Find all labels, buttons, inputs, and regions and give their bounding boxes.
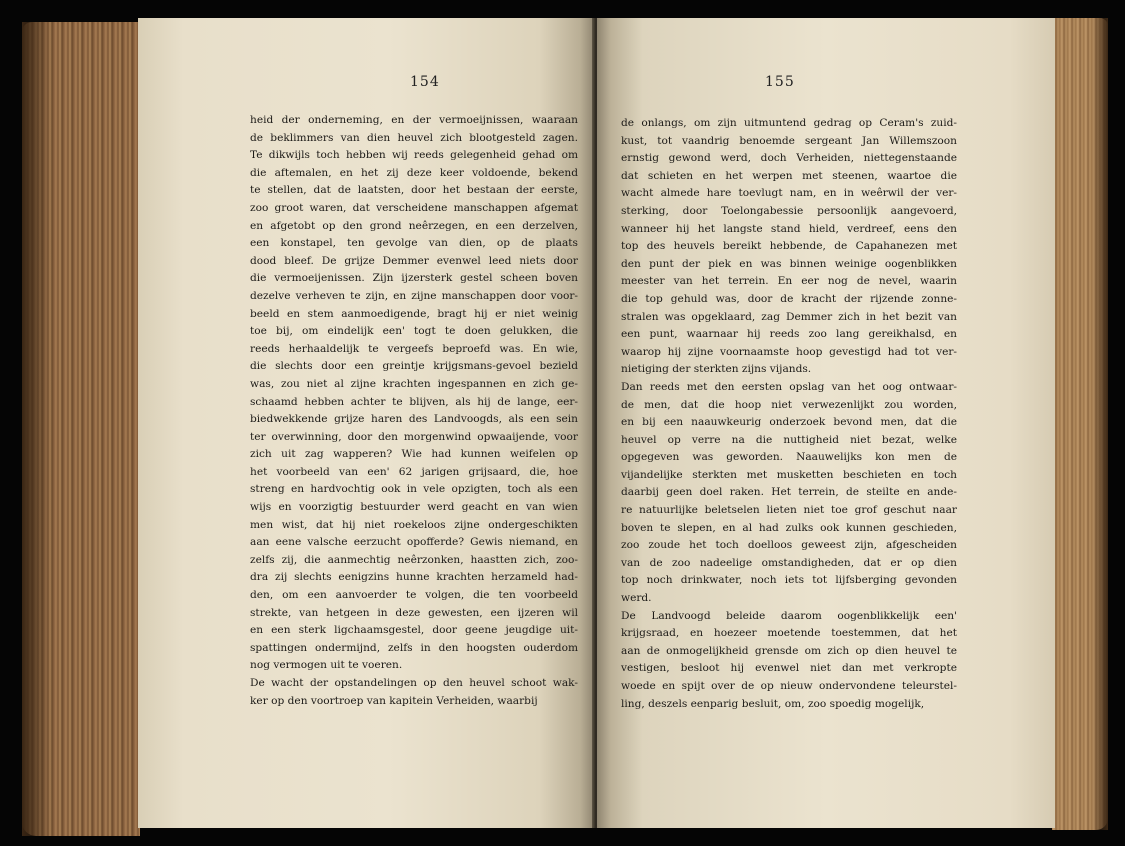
- right-page-text: [621, 115, 957, 713]
- text-line: Te dikwijls toch hebben wij reeds gelegenheid gehad om: [250, 149, 578, 162]
- text-line: ker op den voortroep van kapitein Verheiden, waarbij: [250, 694, 538, 707]
- text-line: den punt der piek en was binnen weinige oogenblikken: [621, 257, 957, 270]
- text-line: die top gehuld was, door de kracht der rijzende zonne-: [621, 292, 957, 305]
- text-line: woede en spijt over de op nieuw ondervondene teleurstel-: [621, 680, 957, 692]
- text-line: sterking, door Toelongabessie persoonlijk aangevoerd,: [621, 204, 957, 217]
- text-line: reeds herhaaldelijk te vergeefs beproefd was. En wie,: [250, 342, 578, 355]
- text-line: aan de onmogelijkheid grensde om zich op dien heuvel te: [621, 644, 957, 657]
- text-line: dezelve verheven te zijn, en zijne manschappen door voor-: [250, 289, 578, 302]
- text-line: biedwekkende grijze haren des Landvoogds, als een sein: [250, 413, 578, 426]
- text-line: kust, tot vaandrig benoemde sergeant Jan Willemszoon: [621, 134, 957, 147]
- text-line: een konstapel, ten gevolge van dien, op de plaats: [250, 237, 578, 250]
- text-line: den, om een aanvoerder te volgen, die ten voorbeeld: [250, 589, 578, 602]
- text-line: het voorbeeld van een' 62 jarigen grijsaard, die, hoe: [250, 465, 578, 478]
- text-line: top des heuvels bereikt hebbende, de Capahanezen met: [621, 240, 957, 253]
- text-line: wijs en voorzigtig bestuurder werd geacht en van wien: [250, 501, 578, 514]
- text-line: die aftemalen, en het zij deze keer voldoende, bekend: [250, 166, 578, 179]
- text-line: daarbij geen doel raken. Het terrein, de steilte en ande-: [621, 486, 957, 499]
- text-line: ling, deszels eenparig besluit, om, zoo spoedig mogelijk,: [621, 697, 925, 710]
- text-line: ter overwinning, door den morgenwind opwaaijende, voor: [250, 430, 578, 443]
- text-line: wacht almede hare toevlugt nam, en in weêrwil der ver-: [621, 187, 957, 200]
- text-line: zelfs zij, die aanmechtig neêrzonken, haastten zich, zoo-: [250, 553, 578, 566]
- text-line: waarop hij zijne voornaamste hoop gevestigd had tot ver-: [621, 345, 957, 358]
- text-line: was, zou niet al zijne krachten ingespannen en zich ge-: [250, 377, 578, 390]
- text-line: te stellen, dat de laatsten, door het bestaan der eerste,: [250, 184, 578, 197]
- text-line: beeld en stem aanmoedigende, bragt hij er niet weinig: [250, 307, 578, 320]
- text-line: die slechts door een greintje krijgsmans-gevoel bezield: [250, 360, 578, 373]
- text-line: streng en hardvochtig ook in vele opzigten, toch als een: [250, 483, 578, 496]
- text-line: wanneer hij het langste stand hield, verdreef, eens den: [621, 222, 957, 235]
- text-line: schaamd hebben achter te blijven, als hij de lange, eer-: [250, 395, 578, 408]
- text-line: ernstig gewond werd, doch Verheiden, niettegenstaande: [621, 152, 957, 165]
- text-line: De wacht der opstandelingen op den heuvel schoot wak-: [250, 677, 578, 689]
- text-line: dat schieten en het werpen met steenen, waartoe die: [621, 169, 957, 182]
- text-line: nietiging der sterkten zijns vijands.: [621, 363, 812, 376]
- text-line: De Landvoogd beleide daarom oogenblikkelijk een': [621, 609, 957, 622]
- text-line: dood bleef. De grijze Demmer evenwel leed niets door: [250, 254, 578, 267]
- text-line: opgegeven was geworden. Naauwelijks kon men de: [621, 451, 957, 464]
- text-line: boven te slepen, en al had zulks ook kunnen geschieden,: [621, 521, 957, 534]
- text-line: de beklimmers van dien heuvel zich blootgesteld zagen.: [250, 131, 578, 144]
- text-line: van de zoo nadeelige omstandigheden, dat er op dien: [621, 556, 957, 569]
- text-line: en een sterk ligchaamsgestel, door geene jeugdige uit-: [250, 624, 578, 637]
- text-line: strekte, van hetgeen in deze gewesten, een ijzeren wil: [250, 606, 578, 619]
- text-line: de onlangs, om zijn uitmuntend gedrag op Ceram's zuid-: [621, 117, 957, 129]
- text-line: meester van het terrein. En eer nog de nevel, waarin: [621, 275, 957, 288]
- text-line: heid der onderneming, en der vermoeijnissen, waaraan: [250, 114, 578, 126]
- right-page-edges: [1052, 18, 1108, 830]
- text-line: stralen was opgeklaard, zag Demmer zich in het bezit van: [621, 310, 957, 323]
- text-line: en bij een naauwkeurig onderzoek bevond men, dat die: [621, 416, 957, 429]
- text-line: spattingen ondermijnd, zelfs in den hoogsten ouderdom: [250, 641, 578, 654]
- left-page-edges: [22, 22, 140, 836]
- text-line: toe bij, om eindelijk een' togt te doen gelukken, die: [250, 325, 578, 338]
- text-line: nog vermogen uit te voeren.: [250, 659, 403, 672]
- text-line: zoo groot waren, dat verscheidene manschappen afgemat: [250, 201, 578, 214]
- text-line: vijandelijke sterkten met musketten beschieten en toch: [621, 468, 957, 481]
- text-line: werd.: [621, 592, 652, 605]
- text-line: krijgsraad, en hoezeer moetende toestemmen, dat het: [621, 627, 957, 640]
- right-page-number: 155: [765, 74, 795, 90]
- left-page: [138, 18, 594, 828]
- text-line: top noch drinkwater, noch iets tot lijfsberging gevonden: [621, 574, 957, 587]
- text-line: zich uit zag wapperen? Wie had kunnen weifelen op: [250, 448, 578, 461]
- left-page-text: [250, 112, 578, 710]
- text-line: een punt, waarnaar hij reeds zoo lang gereikhalsd, en: [621, 328, 957, 341]
- text-line: aan eene valsche eerzucht opofferde? Gewis niemand, en: [250, 536, 578, 549]
- text-line: en afgetobt op den grond neêrzegen, en een derzelven,: [250, 219, 578, 232]
- text-line: men wist, dat hij niet roekeloos zijne ondergeschikten: [250, 518, 578, 531]
- left-page-number: 154: [410, 74, 440, 90]
- text-line: re natuurlijke beletselen lieten niet toe grof geschut naar: [621, 504, 957, 517]
- text-line: vestigen, besloot hij evenwel niet dan met verkropte: [621, 662, 957, 675]
- text-line: Dan reeds met den eersten opslag van het oog ontwaar-: [621, 380, 957, 393]
- right-page: [597, 18, 1055, 828]
- text-line: de men, dat die hoop niet verwezenlijkt zou worden,: [621, 398, 957, 411]
- text-line: heuvel op verre na die nuttigheid niet bezat, welke: [621, 433, 957, 446]
- text-line: zoo zoude het toch doelloos geweest zijn, afgescheiden: [621, 539, 957, 552]
- text-line: dra zij slechts eenigzins hunne krachten herzameld had-: [250, 571, 578, 584]
- text-line: die vermoeijenissen. Zijn ijzersterk gestel scheen boven: [250, 272, 578, 285]
